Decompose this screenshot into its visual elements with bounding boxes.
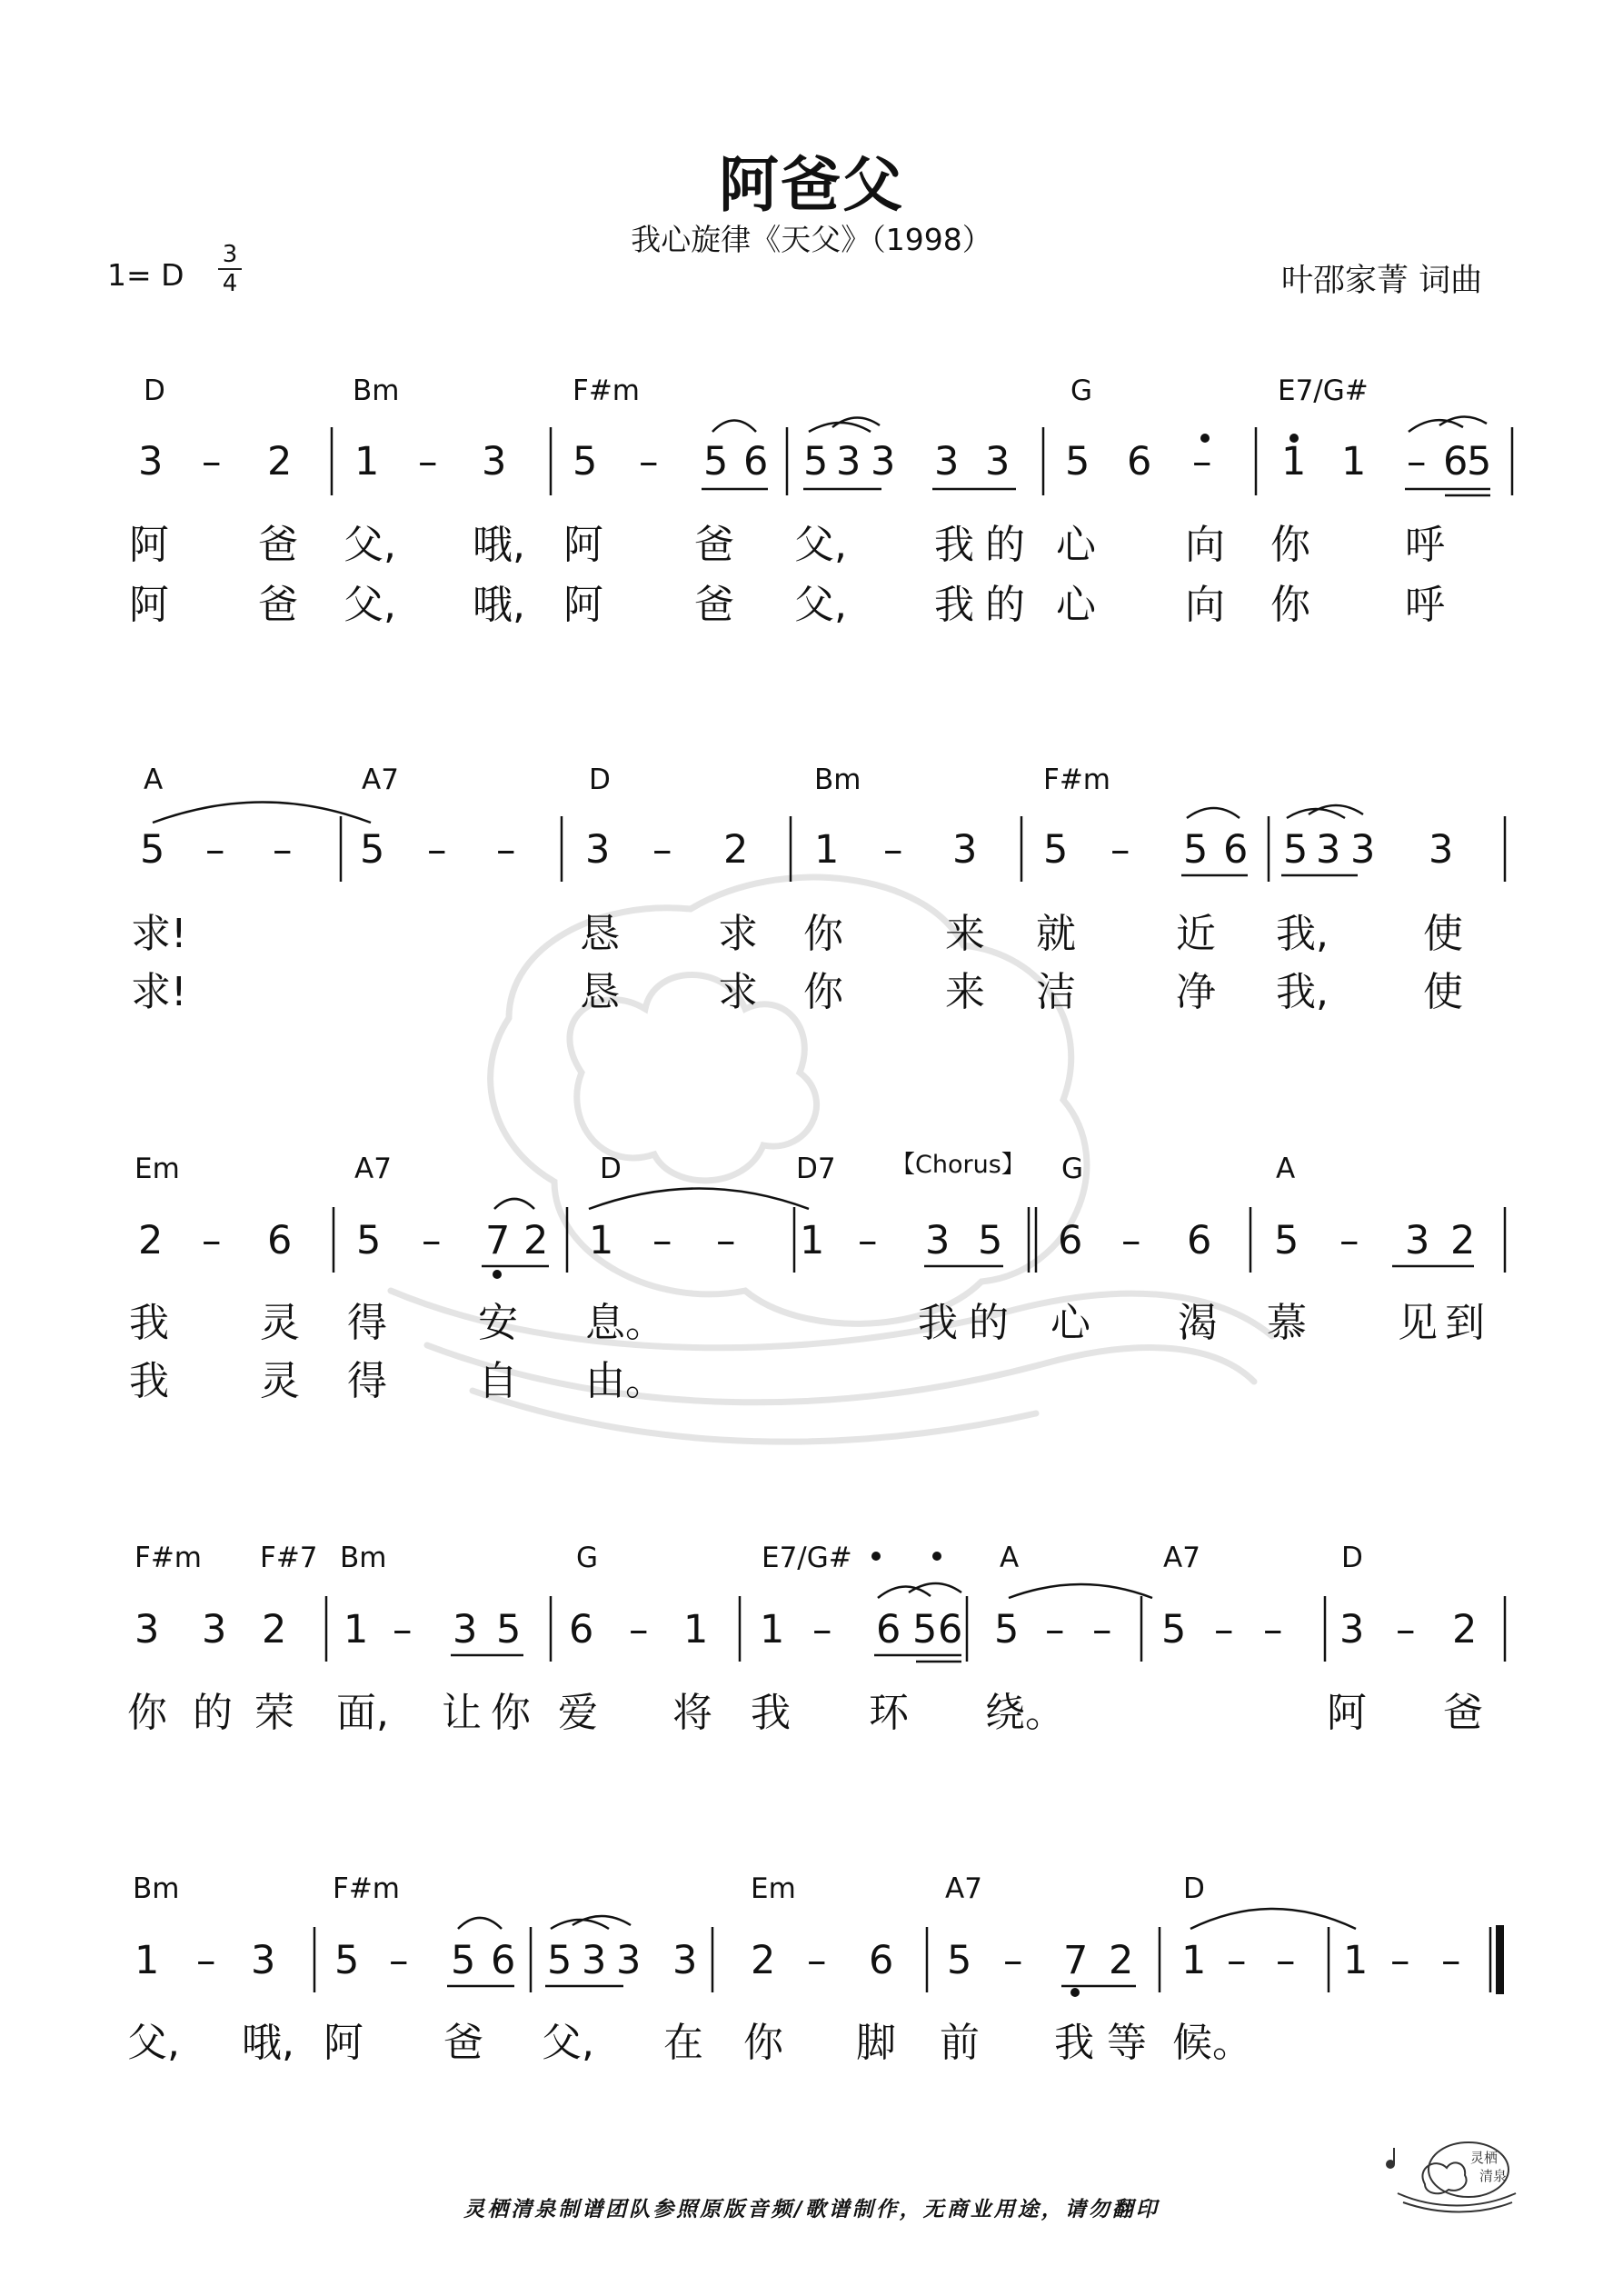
chord: E7/G# — [1278, 374, 1369, 407]
note: 5 — [1467, 439, 1492, 484]
lyric: 哦, — [473, 582, 525, 628]
lyric: 来 — [945, 969, 985, 1015]
note: 6 — [267, 1218, 293, 1263]
chord: D7 — [796, 1153, 836, 1185]
note: 1 — [1343, 1938, 1369, 1983]
note: – — [1121, 1218, 1141, 1263]
lyric: 自 — [478, 1358, 518, 1404]
lyric: 近 — [1176, 911, 1216, 957]
note: 3 — [672, 1938, 698, 1983]
chord: A — [1276, 1153, 1296, 1185]
note: 5 — [978, 1218, 1003, 1263]
note: 6 — [1058, 1218, 1083, 1263]
note: 2 — [267, 439, 293, 484]
note: 7 — [485, 1218, 511, 1263]
note: 3 — [1429, 827, 1454, 873]
lyric: 我 — [1054, 2020, 1094, 2066]
lyric: 灵 — [260, 1300, 300, 1346]
lyric: 前 — [940, 2020, 980, 2066]
note: 5 — [1043, 827, 1069, 873]
note: 3 — [202, 1607, 227, 1652]
note: 5 — [994, 1607, 1020, 1652]
lyric: 阿 — [563, 522, 603, 568]
note: 5 — [334, 1938, 360, 1983]
note: 1 — [683, 1607, 709, 1652]
note: 6 — [1127, 439, 1152, 484]
lyric: 见 — [1398, 1300, 1438, 1346]
lyric: 父, — [794, 522, 847, 568]
lyric: 求 — [718, 969, 758, 1015]
lyric: 父, — [344, 582, 396, 628]
note: 5 — [496, 1607, 522, 1652]
lyric: 你 — [491, 1690, 531, 1736]
lyric: 心 — [1056, 522, 1096, 568]
lyric: 恳 — [580, 969, 620, 1015]
lyric: 的 — [985, 522, 1025, 568]
lyric: 爱 — [558, 1690, 598, 1736]
chord: A7 — [354, 1153, 392, 1185]
svg-text:灵栖: 灵栖 — [1470, 2150, 1499, 2166]
lyric: 求 — [718, 911, 758, 957]
chord: Bm — [340, 1542, 387, 1574]
lyric: 在 — [663, 2020, 703, 2066]
note: 6 — [569, 1607, 594, 1652]
note: 1 — [134, 1938, 160, 1983]
note: 3 — [134, 1607, 160, 1652]
note: 5 — [360, 827, 385, 873]
lyric: 面, — [336, 1690, 389, 1736]
lyric: 向 — [1185, 582, 1225, 628]
lyric: 得 — [347, 1358, 387, 1404]
note: – — [389, 1938, 409, 1983]
chord: Bm — [814, 764, 861, 796]
note: 3 — [1350, 827, 1376, 873]
chord: D — [600, 1153, 622, 1185]
lyric: 就 — [1036, 911, 1076, 957]
chord: F#m — [1043, 764, 1111, 796]
lyric: 爸 — [258, 522, 298, 568]
chord: A — [144, 764, 164, 796]
note: 1 — [814, 827, 840, 873]
note: 3 — [1405, 1218, 1430, 1263]
note: 5 — [140, 827, 165, 873]
note: – — [716, 1218, 736, 1263]
lyric: 父, — [794, 582, 847, 628]
lyric: 我 — [129, 1358, 169, 1404]
lyric: 爸 — [258, 582, 298, 628]
lyric: 阿 — [563, 582, 603, 628]
lyric: 使 — [1423, 969, 1463, 1015]
note: 3 — [925, 1218, 951, 1263]
chord: Bm — [133, 1872, 180, 1905]
note: – — [196, 1938, 216, 1983]
lyric: 求! — [131, 911, 187, 957]
note: 2 — [1109, 1938, 1134, 1983]
lyric: 你 — [803, 911, 843, 957]
note: 6 — [1223, 827, 1249, 873]
lyric: 安 — [478, 1300, 518, 1346]
note: – — [629, 1607, 649, 1652]
note: – — [205, 827, 225, 873]
lyric: 哦, — [242, 2020, 294, 2066]
lyric: 我 — [751, 1690, 791, 1736]
note: 2 — [1452, 1607, 1478, 1652]
note: – — [1339, 1218, 1359, 1263]
song-title: 阿爸父 — [719, 150, 904, 220]
lyric: 你 — [803, 969, 843, 1015]
note: 6 — [491, 1938, 516, 1983]
lyric: 让 — [442, 1690, 482, 1736]
lyric: 候。 — [1172, 2020, 1252, 2066]
lyric: 净 — [1176, 969, 1216, 1015]
note: 3 — [585, 827, 611, 873]
note: 3 — [138, 439, 164, 484]
note: 6 — [743, 439, 769, 484]
lyric: 使 — [1423, 911, 1463, 957]
note: 2 — [262, 1607, 287, 1652]
note: – — [1003, 1938, 1023, 1983]
note: 3 — [871, 439, 896, 484]
lyric: 的 — [985, 582, 1025, 628]
note: 5 — [547, 1938, 573, 1983]
note: 1 — [800, 1218, 825, 1263]
lyric: 父, — [344, 522, 396, 568]
composer-credit: 叶邵家菁 词曲 — [1281, 263, 1483, 299]
chorus-badge: 【Chorus】 — [891, 1151, 1026, 1179]
note: – — [1045, 1607, 1065, 1652]
note: 1 — [1341, 439, 1367, 484]
note: 3 — [952, 827, 978, 873]
chord: E7/G# — [762, 1542, 852, 1574]
chord: F#7 — [260, 1542, 318, 1574]
note: 3 — [616, 1938, 642, 1983]
lyric: 脚 — [856, 2020, 896, 2066]
lyric: 我, — [1276, 911, 1329, 957]
note: 1 — [1281, 439, 1307, 484]
note: 3 — [582, 1938, 607, 1983]
note: – — [1263, 1607, 1283, 1652]
note: 6 — [876, 1607, 901, 1652]
note: – — [1214, 1607, 1234, 1652]
note: 3 — [934, 439, 960, 484]
note: – — [1441, 1938, 1461, 1983]
lyric: 父, — [127, 2020, 180, 2066]
note: – — [202, 1218, 222, 1263]
note: – — [639, 439, 659, 484]
chord: A — [1000, 1542, 1020, 1574]
note: – — [1396, 1607, 1416, 1652]
note: – — [807, 1938, 827, 1983]
lyric: 洁 — [1036, 969, 1076, 1015]
note: 5 — [947, 1938, 972, 1983]
note: – — [1407, 439, 1427, 484]
note: 1 — [344, 1607, 369, 1652]
lyric: 阿 — [129, 582, 169, 628]
note: 5 — [803, 439, 829, 484]
note: – — [1192, 439, 1212, 484]
note: 2 — [723, 827, 749, 873]
chord: Bm — [353, 374, 400, 407]
lyric: 你 — [743, 2020, 783, 2066]
note: – — [652, 1218, 672, 1263]
note: 5 — [1161, 1607, 1187, 1652]
chord: F#m — [134, 1542, 203, 1574]
lyric: 荣 — [254, 1690, 294, 1736]
note: – — [1092, 1607, 1112, 1652]
note: 1 — [589, 1218, 614, 1263]
note: 2 — [138, 1218, 164, 1263]
chord: D — [1183, 1872, 1205, 1905]
note: 5 — [451, 1938, 476, 1983]
lyric: 哦, — [473, 522, 525, 568]
note: 5 — [1274, 1218, 1299, 1263]
lyric: 渴 — [1178, 1300, 1218, 1346]
note: – — [496, 827, 516, 873]
chord: D — [589, 764, 611, 796]
lyric: 我 — [918, 1300, 958, 1346]
lyric: 将 — [672, 1690, 712, 1736]
chord: F#m — [333, 1872, 401, 1905]
lyric: 慕 — [1267, 1300, 1307, 1346]
note: 6 — [1443, 439, 1469, 484]
note: 6 — [938, 1607, 963, 1652]
note: – — [858, 1218, 878, 1263]
key-signature: 1= D — [107, 257, 184, 293]
time-signature-top: 3 — [222, 241, 238, 268]
note: 3 — [1339, 1607, 1365, 1652]
note: 5 — [912, 1607, 938, 1652]
lyric: 向 — [1185, 522, 1225, 568]
lyric: 呼 — [1405, 522, 1445, 568]
lyric: 我 — [934, 582, 974, 628]
note: 5 — [573, 439, 598, 484]
note: 1 — [1181, 1938, 1207, 1983]
note: 7 — [1063, 1938, 1089, 1983]
note: 6 — [869, 1938, 894, 1983]
chord: Em — [134, 1153, 180, 1185]
lyric: 我, — [1276, 969, 1329, 1015]
lyric: 你 — [127, 1690, 167, 1736]
svg-text:清泉: 清泉 — [1479, 2168, 1508, 2184]
chord: Em — [751, 1872, 796, 1905]
note: – — [883, 827, 903, 873]
lyric: 我 — [934, 522, 974, 568]
chord: A7 — [362, 764, 399, 796]
lyric: 由。 — [585, 1358, 665, 1404]
lyric: 的 — [969, 1300, 1009, 1346]
lyric: 我 — [129, 1300, 169, 1346]
note: – — [1390, 1938, 1410, 1983]
chord: A7 — [945, 1872, 982, 1905]
note: 5 — [703, 439, 729, 484]
lyric: 来 — [945, 911, 985, 957]
note: – — [422, 1218, 442, 1263]
note: 5 — [1065, 439, 1090, 484]
note: 3 — [482, 439, 507, 484]
lyric: 阿 — [324, 2020, 363, 2066]
lyric: 你 — [1270, 522, 1310, 568]
lyric: 爸 — [443, 2020, 483, 2066]
note: 5 — [1283, 827, 1309, 873]
lyric: 你 — [1270, 582, 1310, 628]
note: – — [652, 827, 672, 873]
chord: G — [1070, 374, 1093, 407]
chord: G — [576, 1542, 599, 1574]
lyric: 心 — [1050, 1300, 1090, 1346]
lyric: 呼 — [1405, 582, 1445, 628]
lyric: 环 — [869, 1690, 909, 1736]
lyric: 父, — [542, 2020, 594, 2066]
note: 3 — [453, 1607, 478, 1652]
note: – — [1227, 1938, 1247, 1983]
note: – — [1276, 1938, 1296, 1983]
lyric: 灵 — [260, 1358, 300, 1404]
time-signature-bottom: 4 — [222, 270, 238, 297]
lyric: 阿 — [1327, 1690, 1367, 1736]
note: – — [427, 827, 447, 873]
note: – — [812, 1607, 832, 1652]
chord: A7 — [1163, 1542, 1200, 1574]
note: 3 — [251, 1938, 276, 1983]
lyric: 绕。 — [985, 1690, 1065, 1736]
note: 3 — [836, 439, 861, 484]
copyright-footer: 灵栖清泉制谱团队参照原版音频/歌谱制作，无商业用途，请勿翻印 — [463, 2198, 1160, 2221]
lyric: 息。 — [585, 1300, 665, 1346]
lyric: 等 — [1107, 2020, 1147, 2066]
note: – — [1110, 827, 1130, 873]
lyric: 爸 — [694, 522, 734, 568]
song-subtitle: 我心旋律《天父》（1998） — [631, 222, 992, 257]
chord: D — [144, 374, 165, 407]
chord: D — [1341, 1542, 1363, 1574]
lyric: 得 — [347, 1300, 387, 1346]
note: 1 — [760, 1607, 785, 1652]
lyric: 心 — [1056, 582, 1096, 628]
chord: F#m — [573, 374, 641, 407]
lyric: 爸 — [1443, 1690, 1483, 1736]
note: 2 — [751, 1938, 776, 1983]
note: 2 — [1450, 1218, 1476, 1263]
note: – — [418, 439, 438, 484]
note: 3 — [1316, 827, 1341, 873]
note: – — [202, 439, 222, 484]
lyric: 的 — [193, 1690, 233, 1736]
note: 5 — [1183, 827, 1209, 873]
lyric: 爸 — [694, 582, 734, 628]
note: – — [273, 827, 293, 873]
note: 6 — [1187, 1218, 1212, 1263]
note: 3 — [985, 439, 1011, 484]
note: 5 — [356, 1218, 382, 1263]
lyric: 求! — [131, 969, 187, 1015]
note: 2 — [523, 1218, 549, 1263]
lyric: 恳 — [580, 911, 620, 957]
lyric: 阿 — [129, 522, 169, 568]
note: 1 — [354, 439, 380, 484]
chord: G — [1061, 1153, 1084, 1185]
lyric: 到 — [1445, 1300, 1485, 1346]
note: – — [393, 1607, 413, 1652]
